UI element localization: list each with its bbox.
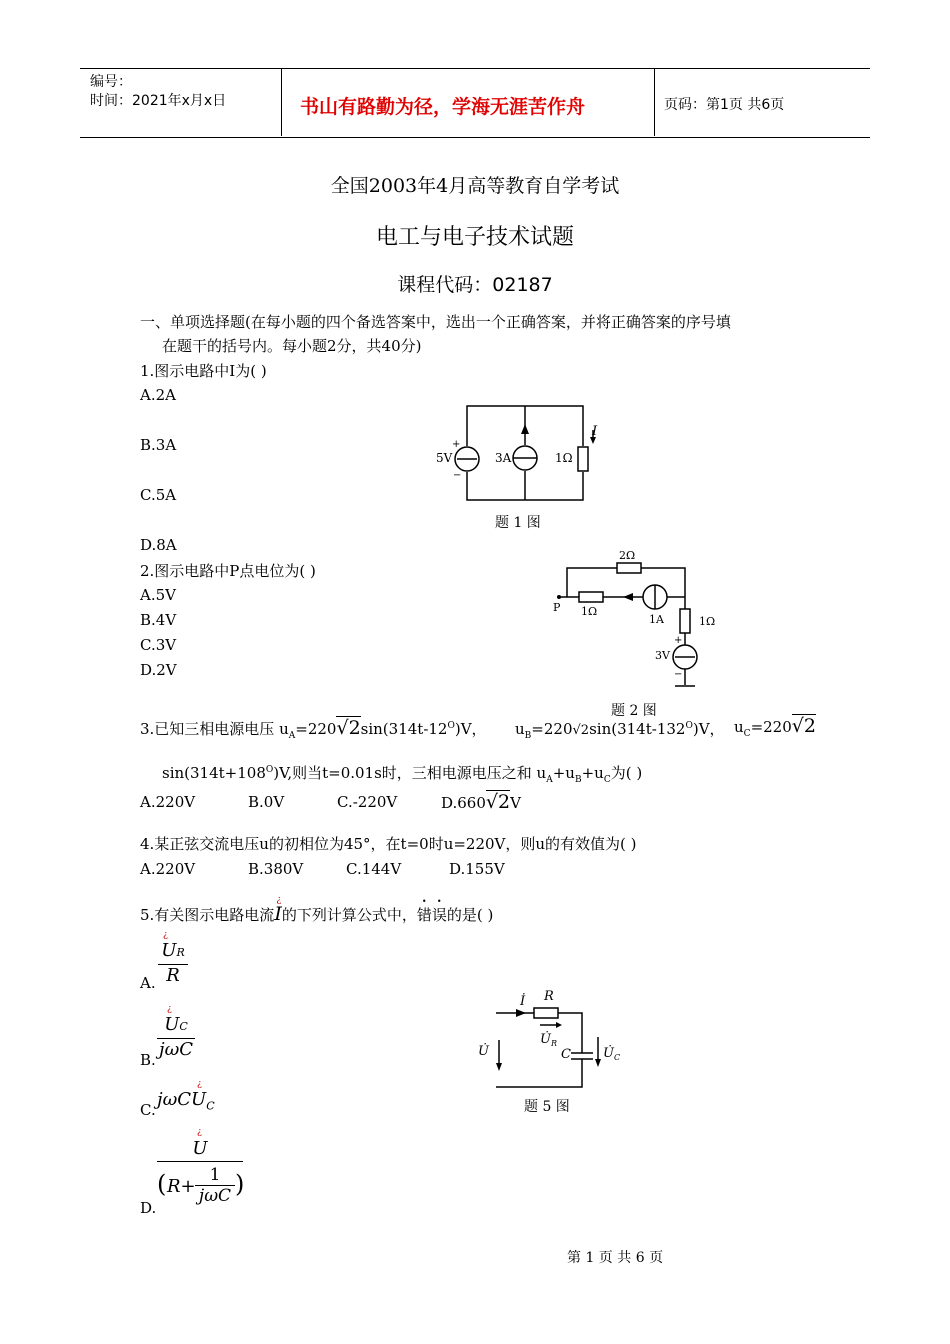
q3-text: +u: [552, 764, 575, 782]
exam-title: 全国2003年4月高等教育自学考试: [330, 175, 620, 197]
q2-top-resistor-label: 2Ω: [619, 549, 636, 562]
q2-option-d: D.2V: [140, 661, 177, 679]
q1-voltage-label: 5V: [436, 451, 453, 465]
q3-line1-ub: [515, 716, 725, 746]
q3-option-d-unit: V: [510, 794, 521, 812]
q4-option-a: A.220V: [140, 860, 196, 878]
q5-b-numerator: U: [164, 1014, 180, 1035]
q3-sqrt-value: 2: [803, 715, 816, 737]
q5-text: 5.有关图示电路电流: [140, 906, 275, 924]
q2-minus-sign: −: [674, 669, 683, 680]
q5-mark: ¿: [197, 1127, 202, 1137]
q3-text: =220: [295, 720, 337, 738]
q3-line1: [140, 716, 487, 746]
q1-current-source-label: 3A: [495, 451, 512, 465]
q3-sub: C: [743, 729, 751, 739]
q1-option-c: C.5A: [140, 486, 177, 504]
subject-title: 电工与电子技术试题: [375, 225, 574, 250]
course-code: 课程代码：02187: [397, 274, 553, 296]
q5-fig-ur-label: $U̇_R$: [540, 1032, 557, 1048]
q3-degree: O: [447, 721, 455, 731]
q2-figure-caption: 题 2 图: [611, 703, 657, 719]
q5-option-c-label: C.: [140, 1101, 156, 1119]
q2-circuit-figure: [545, 545, 735, 720]
q5-d-inner-denominator: jωC: [198, 1186, 232, 1206]
q5-d-inner-numerator: 1: [195, 1165, 235, 1186]
q3-option-a: A.220V: [140, 793, 196, 811]
q3-degree: O: [265, 765, 274, 775]
q3-sub: B: [574, 775, 582, 785]
q2-right-resistor-label: 1Ω: [699, 615, 716, 628]
q3-sqrt-value: 2: [348, 717, 361, 739]
q5-b-numerator-sub: C: [179, 1020, 188, 1033]
page-footer: 第 1 页 共 6 页: [567, 1250, 664, 1266]
q1-option-b: B.3A: [140, 436, 177, 454]
q5-c-prefix: jωC: [157, 1089, 192, 1110]
q5-circuit-figure: [470, 985, 640, 1120]
header-code: 编号：: [90, 74, 132, 90]
q3-degree: O: [685, 721, 693, 731]
q5-mark: ¿: [276, 895, 282, 905]
q1-resistor-label: 1Ω: [555, 451, 573, 465]
q5-fig-current-label: İ: [520, 994, 526, 1009]
header-divider: [281, 68, 282, 136]
q2-current-source-label: 1A: [649, 613, 664, 626]
q5-d-paren: (: [157, 1170, 167, 1198]
q4-option-d: D.155V: [449, 860, 505, 878]
q5-mark: ¿: [167, 1004, 172, 1014]
q5-c-voltage-sub: C: [206, 1099, 215, 1113]
q3-sub: C: [603, 775, 611, 785]
q5-emphasis: 错误: [416, 906, 447, 924]
q5-d-denominator: [157, 1162, 243, 1210]
q1-stem: 1.图示电路中I为( ): [140, 362, 267, 380]
q3-sub: A: [546, 775, 553, 785]
q3-text: )V,则当t=0.01s时，三相电源电压之和 u: [273, 764, 547, 782]
header-motto: 书山有路勤为径，学海无涯苦作舟: [300, 96, 586, 118]
q5-option-b-formula: [157, 1004, 195, 1061]
q5-fig-voltage-label: U̇: [478, 1044, 489, 1059]
q5-b-denominator: jωC: [158, 1039, 194, 1060]
q5-option-a-formula: [158, 930, 188, 987]
q2-option-a: A.5V: [140, 586, 176, 604]
q3-sqrt: √2: [485, 791, 511, 813]
q3-text: )V，: [454, 720, 487, 738]
q5-d-paren: ): [235, 1170, 245, 1198]
q5-stem: [140, 897, 493, 925]
q5-option-b-label: B.: [140, 1051, 156, 1069]
q5-figure-caption: 题 5 图: [524, 1099, 570, 1115]
q3-text: 3.已知三相电源电压 u: [140, 720, 289, 738]
q5-option-d-formula: [157, 1127, 243, 1210]
q3-text: sin(314t-132: [589, 720, 686, 738]
q5-mark: ¿: [163, 930, 168, 940]
q1-option-a: A.2A: [140, 386, 176, 404]
q1-circuit-figure: [425, 400, 625, 535]
q5-d-den-text: R+: [167, 1176, 196, 1197]
q3-option-c: C.-220V: [337, 793, 398, 811]
q5-d-numerator: U: [157, 1137, 243, 1162]
q3-sub: A: [288, 731, 296, 741]
q5-a-numerator: U: [161, 940, 177, 961]
q3-line2: [162, 760, 642, 790]
q3-option-b: B.0V: [248, 793, 285, 811]
q5-option-d-label: D.: [140, 1199, 157, 1217]
q1-plus-sign: +: [452, 439, 461, 450]
q1-option-d: D.8A: [140, 536, 177, 554]
section-heading-line2: 在题干的括号内。每小题2分，共40分): [162, 337, 422, 355]
q5-c-voltage: U: [191, 1089, 207, 1110]
q5-fig-uc-label: $U̇_C$: [603, 1046, 621, 1062]
q3-sqrt: √2: [572, 723, 590, 738]
q3-text: )V，: [692, 720, 725, 738]
q5-current-symbol: I: [274, 903, 282, 925]
q5-d-inner-fraction: [195, 1165, 235, 1206]
q3-text: +u: [581, 764, 604, 782]
q3-text: u: [734, 718, 744, 736]
q5-text: 的下列计算公式中，: [281, 906, 417, 924]
section-heading-line1: 一、单项选择题(在每小题的四个备选答案中，选出一个正确答案，并将正确答案的序号填: [140, 313, 731, 331]
q2-voltage-label: 3V: [655, 649, 670, 662]
q5-mark: ¿: [197, 1079, 202, 1089]
q4-stem: 4.某正弦交流电压u的初相位为45°，在t=0时u=220V，则u的有效值为( ): [140, 835, 637, 853]
header-time: 时间：2021年x月x日: [90, 93, 227, 109]
q5-a-denominator: R: [166, 965, 180, 986]
header-page-info: 页码：第1页 共6页: [664, 97, 785, 113]
q4-option-b: B.380V: [248, 860, 304, 878]
q2-stem: 2.图示电路中P点电位为( ): [140, 562, 316, 580]
q2-option-c: C.3V: [140, 636, 177, 654]
q3-text: sin(314t-12: [360, 720, 448, 738]
q1-minus-sign: −: [453, 470, 462, 481]
q3-option-d: [441, 792, 521, 813]
q5-fig-resistor-label: R: [544, 989, 554, 1004]
q3-text: sin(314t+108: [162, 764, 266, 782]
q3-sqrt: √2: [336, 717, 361, 739]
q3-sub: B: [524, 731, 532, 741]
q1-current-label: I: [592, 424, 598, 439]
q3-sqrt-value: 2: [498, 791, 511, 813]
q4-option-c: C.144V: [346, 860, 402, 878]
q3-sqrt-value: 2: [580, 723, 590, 738]
q3-text: =220: [750, 718, 792, 736]
q2-plus-sign: +: [674, 635, 683, 646]
q5-a-numerator-sub: R: [176, 946, 185, 959]
q2-option-b: B.4V: [140, 611, 177, 629]
q5-text: 的是( ): [446, 906, 494, 924]
q3-text: 为( ): [610, 764, 643, 782]
q5-fig-capacitor-label: C: [561, 1047, 571, 1062]
q3-option-d-value: D.660: [441, 794, 486, 812]
q2-left-resistor-label: 1Ω: [581, 605, 598, 618]
q5-option-a-label: A.: [140, 974, 156, 992]
q3-text: u: [515, 720, 525, 738]
q2-point-p-label: P: [553, 601, 561, 614]
header-divider: [654, 68, 655, 136]
q5-option-c-formula: [157, 1079, 215, 1113]
q3-sqrt: √2: [791, 715, 816, 737]
q3-text: =220: [531, 720, 573, 738]
q1-figure-caption: 题 1 图: [495, 515, 541, 531]
q3-line1-uc: [734, 716, 816, 744]
